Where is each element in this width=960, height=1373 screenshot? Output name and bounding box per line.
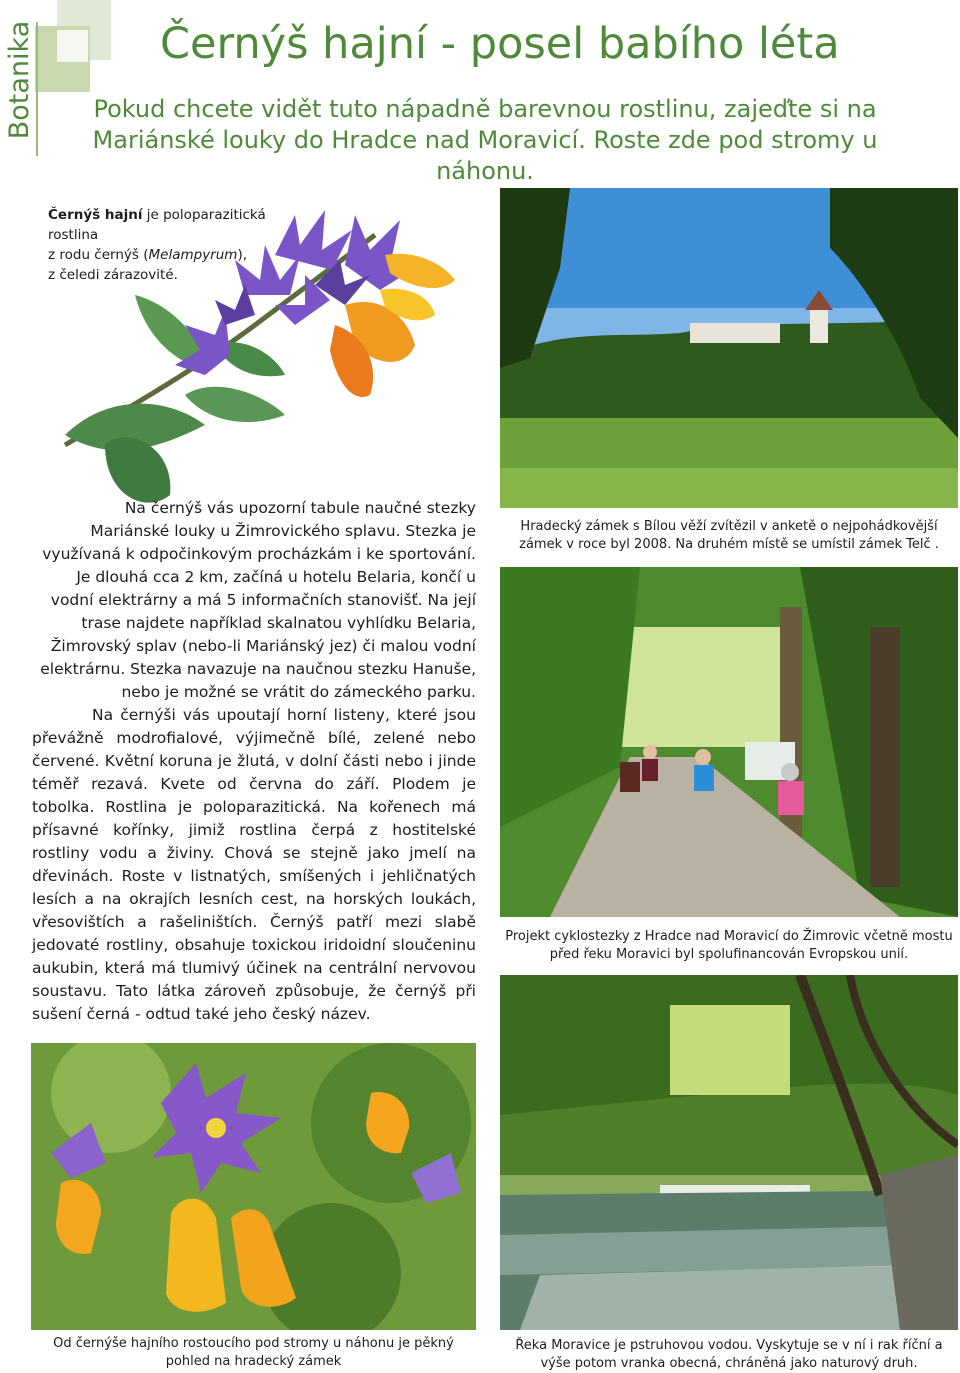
cyclists-photo <box>500 567 958 917</box>
flower-photo <box>31 1043 476 1330</box>
intro-text: ), <box>237 247 248 263</box>
paragraph: Na černýši vás upoutají horní listeny, které jsou převážně modrofialové, výjimečně bílé, zelené nebo červené. Květní koruna je žlutá, v dolní části nebo i jinde téměř rezavá. Kvete od června do září. Plodem je tobolka. Rostlina je poloparazitická. Na kořenech má přísavné kořínky, jimiž rostlina čerpá z hostitelské rostliny vodu a živiny. Chová se stejně jako jmelí na dřevinách. Roste v listnatých, smíšených i jehličnatých lesích a na okrajích lesních cest, na horských loukách, vřesovištích a rašeliništích. Černýš patří mezi slabě jedovaté rostliny, obsahuje toxickou iridoidní sloučeninu aukubin, která má tlumivý účinek na centrální nervovou soustavu. Tato látka zároveň způsobuje, že černýš při sušení černá - odtud také jeho český název. <box>32 706 476 1023</box>
section-tab <box>0 0 40 160</box>
article-body <box>32 497 476 1026</box>
decor-square <box>57 30 88 62</box>
section-rule <box>36 22 38 156</box>
latin-name: Melampyrum <box>148 247 238 263</box>
castle-caption: Hradecký zámek s Bílou věží zvítězil v anketě o nejpohádkovější zámek v roce byl 2008. Na druhém místě se umístil zámek Telč . <box>519 519 939 552</box>
section-label: Botanika <box>4 20 35 140</box>
river-photo <box>500 975 958 1330</box>
flower-caption: Od černýše hajního rostoucího pod stromy u náhonu je pěkný pohled na hradecký zámek <box>53 1336 454 1369</box>
paragraph: Na černýš vás upozorní tabule naučné stezky Mariánské louky u Žimrovického splavu. Stezka je využívaná k odpočinkovým procházkám i ke sportování. Je dlouhá cca 2 km, začíná u hotelu Belaria, končí u vodní elektrárny a má 5 informačních stanovišť. Na její trase najdete například skalnatou vyhlídku Belaria, Žimrovský splav (nebo-li Mariánský jez) či malou vodní elektrárnu. Stezka navazuje na naučnou stezku Hanuše, nebo je možné se vrátit do zámeckého parku. <box>40 499 476 701</box>
castle-photo <box>500 188 958 508</box>
intro-text: z rodu černýš ( <box>48 247 149 263</box>
article-title: Černýš hajní - posel babího léta <box>160 19 840 69</box>
article-lead: Pokud chcete vidět tuto nápadně barevnou rostlinu, zajeďte si na Mariánské louky do Hradce nad Moravicí. Roste zde pod stromy u náhonu. <box>92 95 878 185</box>
intro-text: z čeledi zárazovité. <box>48 267 178 283</box>
river-caption: Řeka Moravice je pstruhovou vodou. Vyskytuje se v ní i rak říční a výše potom vranka obecná, chráněná jako naturový druh. <box>515 1338 943 1371</box>
intro-text: je poloparazitická rostlina <box>48 207 266 243</box>
plant-name: Černýš hajní <box>48 207 143 223</box>
plant-intro <box>48 205 308 285</box>
cyclists-caption: Projekt cyklostezky z Hradce nad Moravicí do Žimrovic včetně mostu před řeku Moravici byl spolufinancován Evropskou unií. <box>505 929 953 962</box>
